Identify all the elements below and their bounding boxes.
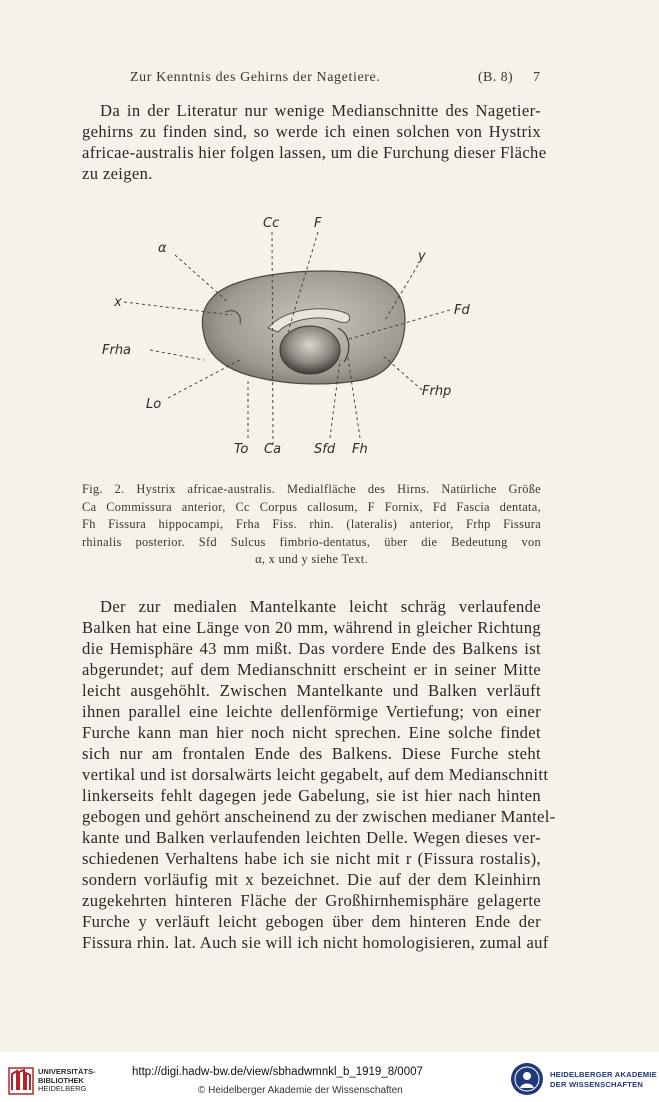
caption-line: α, x und y siehe Text. (255, 552, 368, 566)
academy-name-line: DER WISSENSCHAFTEN (550, 1080, 644, 1089)
text-line: Furche y verläuft leicht gebogen über dem hinteren Ende der (82, 912, 541, 931)
label-f: F (314, 216, 322, 231)
label-frhp: Frhp (422, 384, 452, 399)
academy-name (550, 1070, 657, 1090)
label-x: x (114, 295, 122, 310)
text-line: sich nur am frontalen Ende des Balkens. Diese Furche steht (82, 744, 541, 763)
permalink-url[interactable]: http://digi.hadw-bw.de/view/sbhadwmnkl_b_1919_8/0007 (132, 1066, 423, 1078)
running-head-series: (B. 8) (478, 70, 514, 85)
university-library-text (38, 1068, 96, 1094)
label-y: y (418, 249, 426, 264)
university-library-logo-icon (8, 1066, 34, 1096)
label-sfd: Sfd (314, 442, 336, 457)
label-fh: Fh (352, 442, 368, 457)
text-line: kante und Balken verlaufenden leichten Delle. Wegen dieses ver- (82, 828, 541, 847)
text-line: gebogen und gehört anscheinend zu der zwischen medianer Mantel- (82, 807, 556, 826)
library-name-line: BIBLIOTHEK (38, 1075, 84, 1085)
label-alpha: α (158, 241, 167, 256)
text-line: Der zur medialen Mantelkante leicht schräg verlaufende (100, 597, 541, 616)
text-line: vertikal und ist dorsalwärts leicht gegabelt, auf dem Medianschnitt (82, 765, 549, 784)
caption-line: rhinalis posterior. Sfd Sulcus fimbrio-dentatus, über die Bedeutung von (82, 534, 541, 549)
text-line: die Hemisphäre 43 mm mißt. Das vordere Ende des Balkens ist (82, 639, 541, 658)
caption-line: Fig. 2. Hystrix africae-australis. Medialfläche des Hirns. Natürliche Größe (82, 482, 541, 496)
brain-figure (100, 210, 500, 465)
paragraph-main (82, 596, 556, 953)
text-line: Furche kann man hier noch nicht sprechen. Eine solche findet (82, 723, 541, 742)
page-number: 7 (533, 70, 540, 85)
text-line: linkerseits fehlt dagegen jede Gabelung, sie ist hier nach hinten (82, 786, 541, 805)
thalamus-shape (280, 326, 340, 374)
text-line: Balken hat eine Länge von 20 mm, während in gleicher Richtung (82, 618, 541, 637)
label-cc: Cc (263, 216, 280, 231)
text-line: africae-australis hier folgen lassen, um die Furchung dieser Fläche (82, 143, 547, 162)
label-lo: Lo (146, 397, 162, 412)
library-city: HEIDELBERG (38, 1084, 87, 1093)
text-line: abgerundet; auf dem Medianschnitt erscheint er in seiner Mitte (82, 660, 541, 679)
text-line: Fissura rhin. lat. Auch sie will ich nicht homologisieren, zumal auf (82, 933, 549, 952)
caption-line: Fh Fissura hippocampi, Frha Fiss. rhin. (lateralis) anterior, Frhp Fissura (82, 517, 541, 531)
label-frha: Frha (102, 343, 132, 358)
text-line: zu zeigen. (82, 164, 153, 183)
paragraph-intro (82, 100, 547, 184)
label-fd: Fd (454, 303, 470, 318)
text-line: leicht ausgehöhlt. Zwischen Mantelkante und Balken verläuft (82, 681, 541, 700)
figure-caption (82, 481, 541, 569)
text-line: schiedenen Verhaltens habe ich sie nicht mit r (Fissura rostalis), (82, 849, 541, 868)
running-head (0, 70, 659, 88)
text-line: ihnen parallel eine leichte dellenförmige Vertiefung; von einer (82, 702, 541, 721)
text-line: Da in der Literatur nur wenige Medianschnitte des Nagetier- (100, 101, 541, 120)
label-ca: Ca (264, 442, 282, 457)
caption-line: Ca Commissura anterior, Cc Corpus callosum, F Fornix, Fd Fascia dentata, (82, 499, 541, 514)
text-line: sondern vorläufig mit x bezeichnet. Die auf der dem Kleinhirn (82, 870, 541, 889)
academy-name-line: HEIDELBERGER AKADEMIE (550, 1070, 657, 1079)
library-name-line: UNIVERSITÄTS- (38, 1067, 96, 1076)
running-head-title: Zur Kenntnis des Gehirns der Nagetiere. (130, 70, 381, 85)
label-to: To (234, 442, 249, 457)
copyright-notice: © Heidelberger Akademie der Wissenschaften (198, 1085, 403, 1096)
text-line: zugekehrten hinteren Fläche der Großhirnhemisphäre gelagerte (82, 891, 541, 910)
academy-seal-icon (510, 1062, 544, 1096)
text-line: gehirns zu finden sind, so werde ich einen solchen von Hystrix (82, 122, 541, 141)
